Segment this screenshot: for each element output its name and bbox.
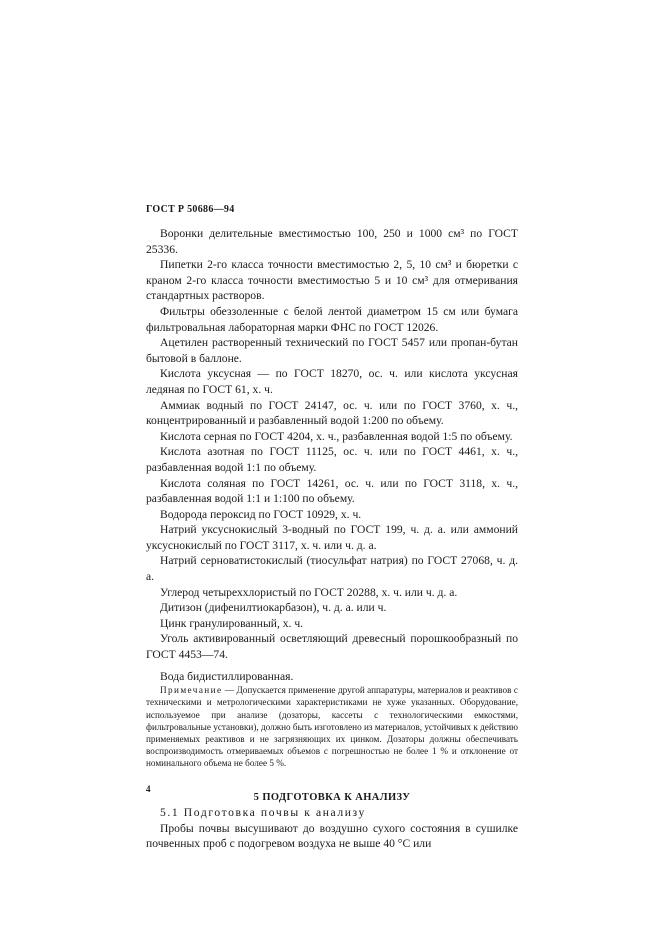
list-item: Водорода пероксид по ГОСТ 10929, х. ч.	[160, 507, 362, 521]
document-body	[146, 226, 518, 852]
list-item: Ацетилен растворенный технический по ГОСТ 5457 или пропан-бутан бытовой в баллоне.	[146, 336, 518, 365]
list-item: Кислота уксусная — по ГОСТ 18270, ос. ч. или кислота уксусная ледяная по ГОСТ 61, х. ч.	[146, 367, 518, 396]
list-item: Дитизон (дифенилтиокарбазон), ч. д. а. или ч.	[160, 601, 387, 615]
subsection-text: Пробы почвы высушивают до воздушно сухого состояния в сушилке почвенных проб с подогревом воздуха не выше 40 °С или	[146, 821, 518, 851]
list-item: Кислота азотная по ГОСТ 11125, ос. ч. или по ГОСТ 4461, х. ч., разбавленная водой 1:1 по объему.	[146, 445, 518, 474]
list-item: Кислота серная по ГОСТ 4204, х. ч., разбавленная водой 1:5 по объему.	[160, 429, 513, 443]
list-item: Фильтры обеззоленные с белой лентой диаметром 15 см или бумага фильтровальная лабораторная марки ФНС по ГОСТ 12026.	[146, 304, 518, 334]
section-title: 5 ПОДГОТОВКА К АНАЛИЗУ	[253, 791, 411, 803]
running-head: ГОСТ Р 50686—94	[146, 204, 235, 215]
note-label: Примечание	[160, 685, 223, 696]
water-line: Вода бидистиллированная.	[160, 669, 294, 683]
subsection-title: 5.1 Подготовка почвы к анализу	[160, 806, 366, 820]
page-number: 4	[146, 784, 151, 794]
list-item: Уголь активированный осветляющий древесный порошкообразный по ГОСТ 4453—74.	[146, 632, 518, 662]
list-item: Воронки делительные вместимостью 100, 250 и 1000 см³ по ГОСТ 25336.	[146, 227, 518, 256]
note-block	[146, 684, 518, 769]
list-item: Углерод четыреххлористый по ГОСТ 20288, х. ч. или ч. д. а.	[160, 585, 458, 599]
list-item: Пипетки 2-го класса точности вместимостью 2, 5, 10 см³ и бюретки с краном 2-го класса точности вместимостью 5 и 10 см³ для отмеривания стандартных растворов.	[146, 258, 518, 303]
list-item: Натрий уксуснокислый 3-водный по ГОСТ 199, ч. д. а. или аммоний уксуснокислый по ГОСТ 3117, х. ч. или ч. д. а.	[146, 523, 518, 552]
list-item: Кислота соляная по ГОСТ 14261, ос. ч. или по ГОСТ 3118, х. ч., разбавленная водой 1:1 и 1:100 по объему.	[146, 476, 518, 506]
list-item: Цинк гранулированный, х. ч.	[160, 616, 304, 630]
note-text: — Допускается применение другой аппаратуры, материалов и реактивов с техническими и метрологическими характеристиками не хуже указанных. Оборудование, используемое при анализе (дозаторы, кассеты с технологическими емкостями, фильтровальные установки), должно быть изготовлено из материалов, устойчивых к действию применяемых реактивов и не загрязняющих их цинком. Дозаторы должны обеспечивать воспроизводимость отмериваемых объемов с погрешностью не более 1 % и отклонение от номинального объема не более 5 %.	[146, 685, 518, 769]
list-item: Натрий серноватистокислый (тиосульфат натрия) по ГОСТ 27068, ч. д. а.	[146, 554, 518, 584]
list-item: Аммиак водный по ГОСТ 24147, ос. ч. или по ГОСТ 3760, х. ч., концентрированный и разбавленный водой 1:200 по объему.	[146, 398, 518, 428]
